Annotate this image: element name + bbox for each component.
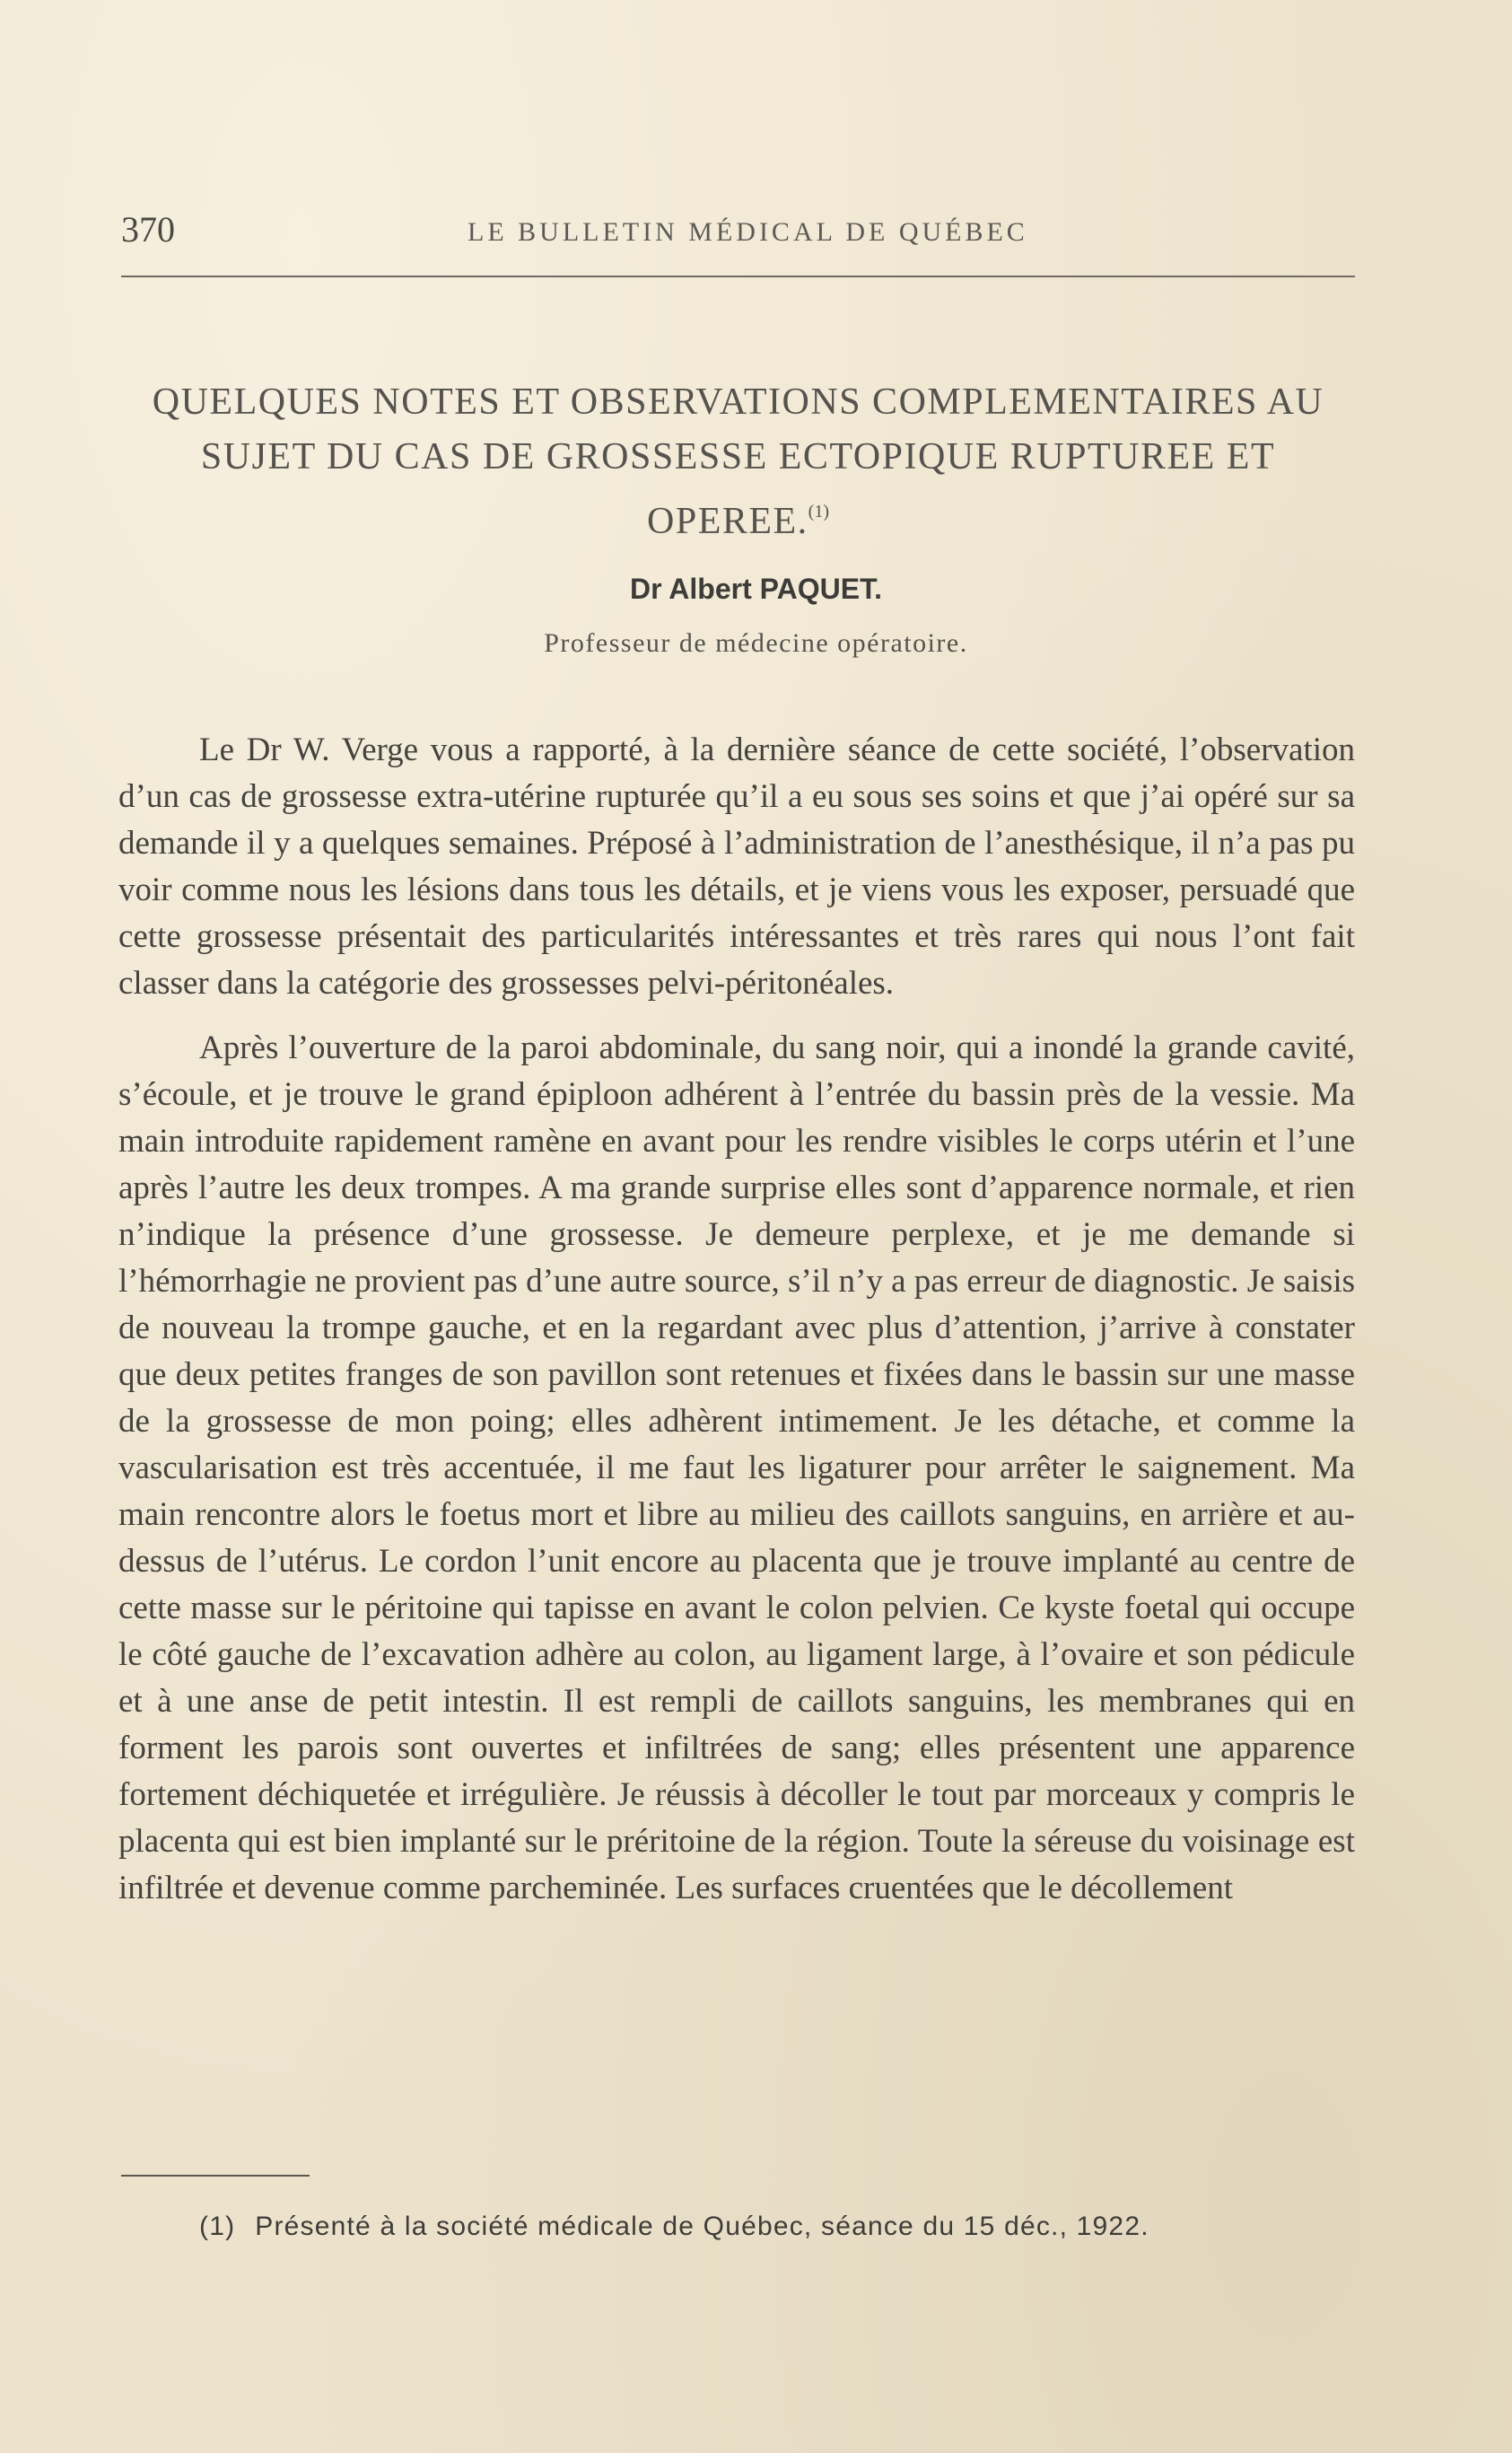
page-header — [121, 208, 1355, 262]
body-paragraph: Après l’ouverture de la paroi abdominale, du sang noir, qui a inondé la grande cavité, s’écoule, et je trouve le grand épiploon adhérent à l’entrée du bassin près de la vessie. Ma main introduite rapidement ramène en avant pour les rendre visibles le corps utérin et l’une après l’autre les deux trompes. A ma grande surprise elles sont d’apparence normale, et rien n’indique la présence d’une grossesse. Je demeure perplexe, et je me demande si l’hémorrhagie ne provient pas d’une autre source, s’il n’y a pas erreur de diagnostic. Je saisis de nouveau la trompe gauche, et en la regardant avec plus d’attention, j’arrive à constater que deux petites franges de son pavillon sont retenues et fixées dans le bassin sur une masse de la grossesse de mon poing; elles adhèrent intimement. Je les détache, et comme la vascularisation est très accentuée, il me faut les ligaturer pour arrêter le saignement. Ma main rencontre alors le foetus mort et libre au milieu des caillots sanguins, en arrière et au-dessus de l’utérus. Le cordon l’unit encore au placenta que je trouve implanté au centre de cette masse sur le péritoine qui tapisse en avant le colon pelvien. Ce kyste foetal qui occupe le côté gauche de l’excavation adhère au colon, au ligament large, à l’ovaire et son pédicule et à une anse de petit intestin. Il est rempli de caillots sanguins, les membranes qui en forment les parois sont ouvertes et infiltrées de sang; elles présentent une apparence fortement déchiquetée et irrégulière. Je réussis à décoller le tout par morceaux y compris le placenta qui est bien implanté sur le préritoine de la région. Toute la séreuse du voisinage est infiltrée et devenue comme parcheminée. Les surfaces cruentées que le décollement — [118, 1029, 1355, 1906]
title-footnote-marker: (1) — [808, 502, 829, 521]
page-number: 370 — [121, 209, 175, 250]
footnote-text: Présenté à la société médicale de Québec, séance du 15 déc., 1922. — [255, 2212, 1149, 2241]
article-author: Dr Albert PAQUET. — [630, 573, 882, 605]
footnote-rule — [121, 2175, 310, 2177]
article-body — [118, 727, 1355, 1928]
author-affiliation: Professeur de médecine opératoire. — [544, 628, 968, 658]
footnote — [199, 2212, 1357, 2242]
article-title — [117, 375, 1359, 549]
article-title-text: QUELQUES NOTES ET OBSERVATIONS COMPLEMENTAIRES AU SUJET DU CAS DE GROSSESSE ECTOPIQUE RUPTUREE ET OPEREE. — [152, 381, 1324, 542]
body-paragraph: Le Dr W. Verge vous a rapporté, à la dernière séance de cette société, l’observation d’un cas de grossesse extra-utérine rupturée qu’il a eu sous ses soins et que j’ai opéré sur sa demande il y a quelques semaines. Préposé à l’administration de l’anesthésique, il n’a pas pu voir comme nous les lésions dans tous les détails, et je viens vous les exposer, persuadé que cette grossesse présentait des particularités intéressantes et très rares qui nous l’ont fait classer dans la catégorie des grossesses pelvi-péritonéales. — [118, 732, 1355, 1002]
header-rule — [121, 276, 1355, 277]
footnote-marker: (1) — [199, 2212, 236, 2241]
running-head: LE BULLETIN MÉDICAL DE QUÉBEC — [468, 217, 1028, 247]
